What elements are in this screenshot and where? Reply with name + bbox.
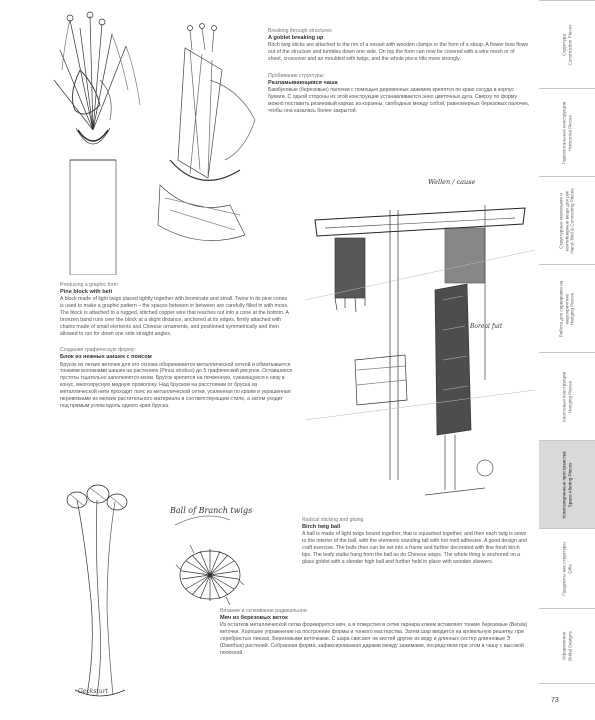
chapter-tab-label: Предметы вне структуры (561, 541, 567, 596)
chapter-tab-label: Композиционные пространства (561, 451, 567, 518)
chapter-tab-label-en: Hanging Pieces (567, 380, 572, 413)
pine-block-sketch (295, 180, 540, 510)
annotation-ball: Ball of Branch twigs (170, 506, 253, 515)
chapter-index (539, 0, 595, 720)
chapter-tab-label: Работа для сервировки на мероприятиях (558, 280, 570, 337)
birch-ru-text (220, 608, 530, 657)
chapter-tab-horizontal[interactable] (539, 88, 595, 176)
chapter-tab-label-en: Space Altering Pieces (567, 462, 572, 507)
chapter-tab-hand-tied[interactable] (539, 176, 595, 264)
annotation-signature: Gecksturt (78, 688, 108, 695)
chapter-tab-label: Горизонтальные конструкции (561, 101, 567, 164)
goblet-ru-body: Бамбуковые (березовые) палочки с помощью деревянных зажимов крепятся по краю сосуда в корпус бумаги. С одной стороны их этой конструкции устанавливается энно цветочных дуга. Сверху по форму можно поставить резиновый каркас из корзины, свободных между собой, равномерных березовых палочек, чтобы она казалась более закрытой. (268, 87, 530, 114)
chapter-tab-space-altering[interactable] (539, 440, 595, 528)
pine-body: A block made of light twigs placed tightly together with brominate and small. Twine in its pine cones is used to make a graphic pattern – the spaces between in between are carefully filled in with moss. The block is attached to a rugged, stitched copper wire that reaches out into a cone at the bottom. A bronzen band runs over the block at a slight distance, anchored at its edges, firmly attached with chains made of small elements and Chinese ornaments, and positioned symmetrically and then allowed to run for down one side straight angles. (60, 296, 289, 337)
chapter-tab-hanging[interactable] (539, 352, 595, 440)
chapter-tab-events[interactable] (539, 264, 595, 352)
pine-ru-title: Блок из нежных шишек с поясом (60, 354, 152, 361)
goblet-title: A goblet breaking up (268, 34, 324, 41)
chapter-tab-gifts[interactable] (539, 528, 595, 608)
goblet-sketch (40, 10, 265, 275)
chapter-tab-label-en: Gifts (567, 563, 572, 574)
chapter-tab-construction[interactable] (539, 0, 595, 88)
goblet-text (268, 28, 530, 114)
chapter-tab-label: Хвостовые конструкции (561, 371, 567, 422)
chapter-tab-label-en: Hand-Tied & Connecting Pieces (569, 187, 575, 254)
chapter-tab-bridal[interactable] (539, 608, 595, 684)
goblet-ru-sub: Пробивание структуры: (268, 72, 325, 79)
birch-sub: Radical sticking and gluing (302, 517, 364, 523)
birch-body: A ball is made of light twigs bound together, that is squashed together, and then each twig is sewn to the interior of the ball, with the elements standing tall with hot melt adhesive. A good design and craft exercise. The balls then can be set into a frame and further decorated with fine fresh birch tips. The leafy stalks hang from the ball as do Chinese wisps. The whole thing is anchored on a glass goblet with a slender high ball and further held in place with wooden skewers. (302, 531, 527, 565)
chapter-tab-label: Оформление (561, 631, 567, 661)
annotation-top-right: Wellen / cause (428, 178, 476, 186)
pine-text (60, 282, 292, 410)
chapter-tab-label-en: Horizontal Pieces (567, 114, 572, 151)
birch-text (302, 517, 530, 566)
pine-title: Pine block with belt (60, 288, 113, 295)
pine-ru-sub: Создание графическую форму: (60, 347, 136, 354)
chapter-tab-label-en: Hanging Pieces (569, 292, 575, 325)
chapter-tab-label: Структура (561, 33, 567, 56)
goblet-body: Birch twig sticks are attached to the rim of a vessel with wooden clamps in the form of a stoup. A flower bow flows out of the structure and tumbles down one side. On top the form can now be covered with a wire mesh or of sheet, crossover and an moulded with twigs, and the whole piece tilts more strongly. (268, 42, 529, 62)
goblet-sub: Breaking through structures (268, 28, 332, 34)
page-number: 73 (551, 697, 559, 704)
chapter-tab-label-en: Bridal Designs (567, 631, 572, 661)
birch-ru-title: Мяч из березовых веток (220, 614, 288, 621)
birch-ru-body: Из остатков металлической сетки формируется мяч, а в отверстия в сетке гарнира клеем вставляют тонкие березовые (Betula) веточки. Хорошее упражнение на построение формы и тонкого мастерства. Затем шар вводится на кровельную решетку, при серебристых линзах. Березовыми веточками. С шара свисают не кистей другие из воду и длинных сестер длинновые Э (Dianthus) растений. Собранная форма, зафиксированная дарами между зажимами, посредством при этом в чашу с высокой полоской. (220, 622, 528, 656)
annotation-belt: Boreal fuit (470, 323, 503, 330)
pine-ru-body: Брусок из легких веточек для его основа оборачивается металлической сеткой и обматывается тонкими волокнами шишек на растениях (Pinus strobus) до 5 графический рисунок. Оставшиеся пустоты тщательно заполняются мхом. Брусок крепится на почвенную, сужающуюся к низу в конус, многоярусную медную проволоку. Над бруском на расстоянии от бруска из металлической нити проходит пояс из металлической сетки, усиленная по краям и украшенная перевязками из мелких растительного материала в соответствующем стиле, а затем уходит под прямым углом вдоль одного края бруска. (60, 361, 293, 409)
goblet-ru-title: Разламывающаяся чаша (268, 79, 338, 86)
birch-title: Birch twig ball (302, 523, 341, 530)
chapter-tab-label: Структурные маленькие и контейнерные вещи для рук (558, 190, 570, 251)
chapter-tab-label-en: Construction Pieces (567, 24, 572, 65)
pine-sub: Producing a graphic form (60, 282, 118, 288)
birch-ru-sub: Вязание и склеивание радикальное: (220, 608, 309, 614)
